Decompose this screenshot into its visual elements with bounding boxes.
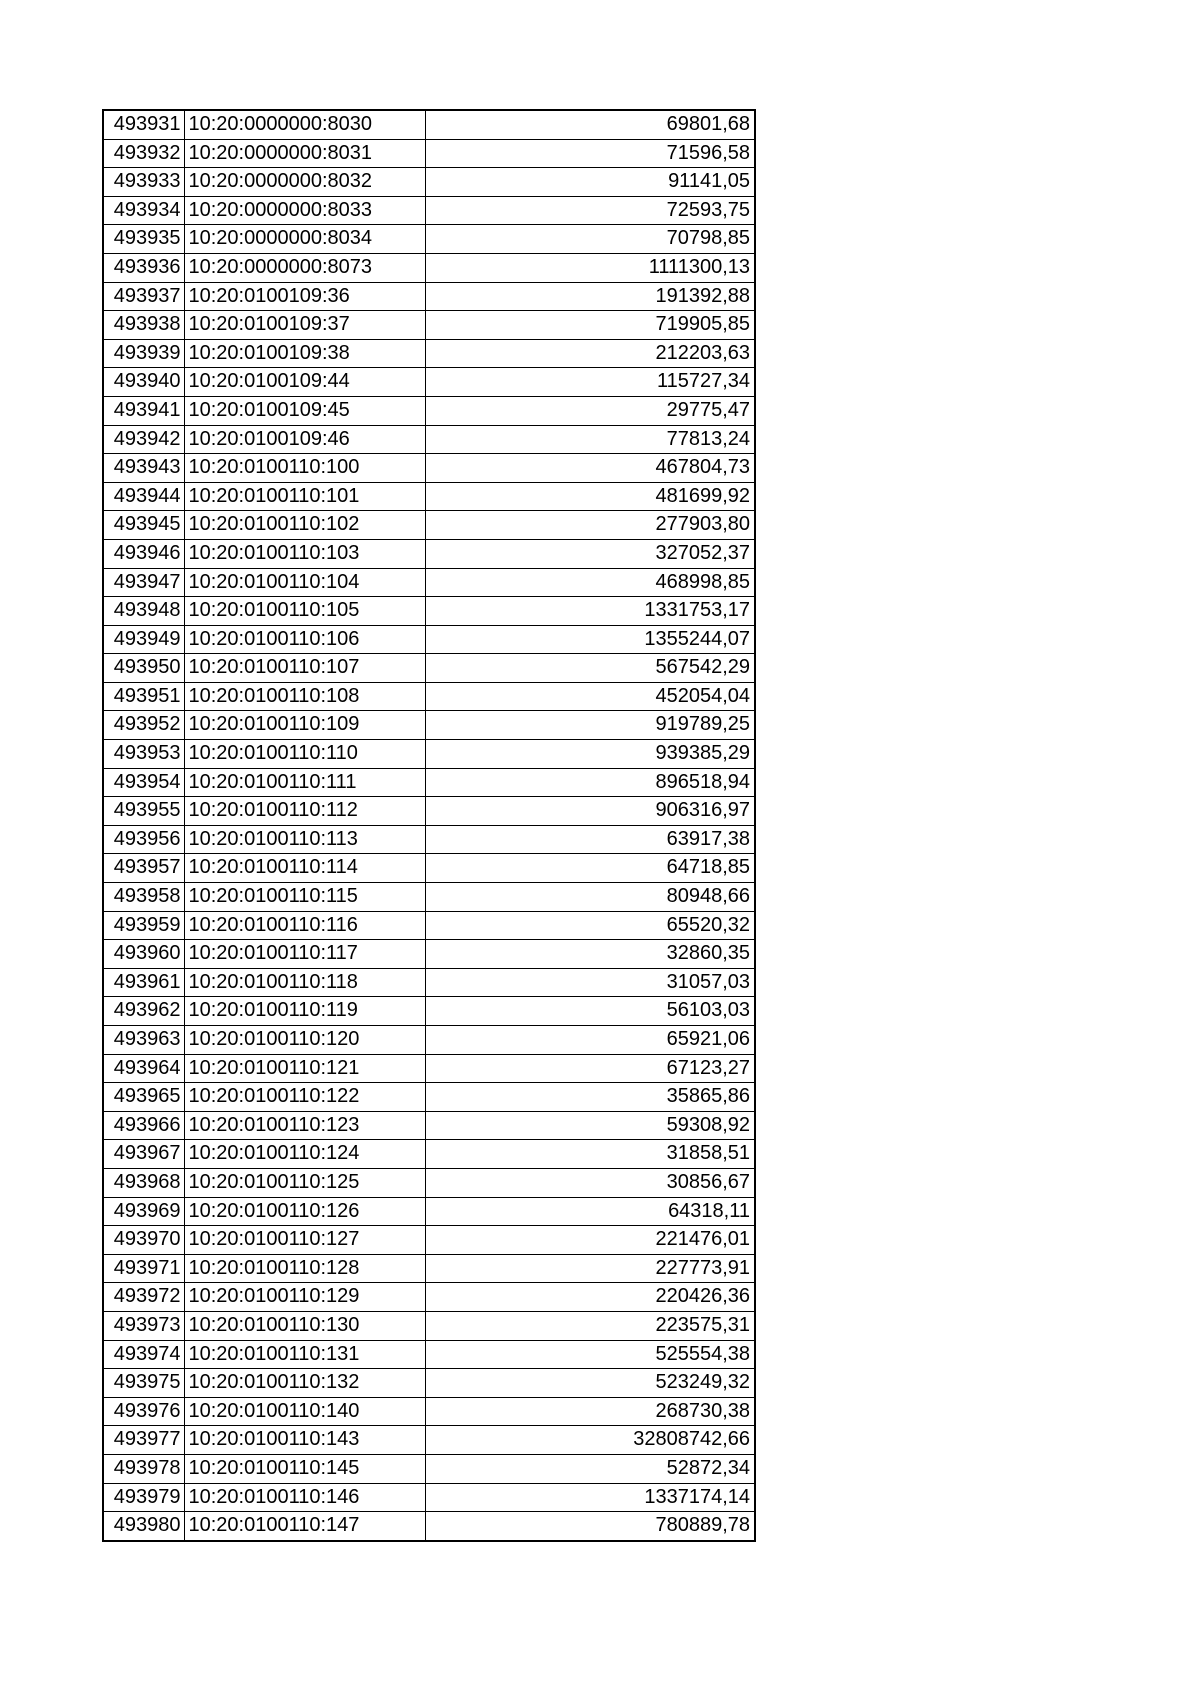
row-number-cell: 493953 — [103, 740, 184, 769]
value-cell: 939385,29 — [425, 740, 755, 769]
row-number-cell: 493944 — [103, 482, 184, 511]
cadastral-number-cell: 10:20:0100110:107 — [184, 654, 425, 683]
value-cell: 191392,88 — [425, 282, 755, 311]
table-row — [103, 940, 755, 969]
value-cell: 31057,03 — [425, 968, 755, 997]
value-cell: 35865,86 — [425, 1083, 755, 1112]
table-row — [103, 1054, 755, 1083]
row-number-cell: 493965 — [103, 1083, 184, 1112]
cadastral-number-cell: 10:20:0100110:123 — [184, 1111, 425, 1140]
table-row — [103, 1226, 755, 1255]
row-number-cell: 493970 — [103, 1226, 184, 1255]
row-number-cell: 493959 — [103, 911, 184, 940]
table-row — [103, 711, 755, 740]
value-cell: 65520,32 — [425, 911, 755, 940]
value-cell: 227773,91 — [425, 1254, 755, 1283]
row-number-cell: 493971 — [103, 1254, 184, 1283]
cadastral-number-cell: 10:20:0100110:129 — [184, 1283, 425, 1312]
value-cell: 56103,03 — [425, 997, 755, 1026]
row-number-cell: 493939 — [103, 339, 184, 368]
cadastral-number-cell: 10:20:0100110:101 — [184, 482, 425, 511]
table-row — [103, 768, 755, 797]
value-cell: 780889,78 — [425, 1512, 755, 1541]
row-number-cell: 493937 — [103, 282, 184, 311]
row-number-cell: 493969 — [103, 1197, 184, 1226]
value-cell: 1337174,14 — [425, 1483, 755, 1512]
cadastral-number-cell: 10:20:0100110:112 — [184, 797, 425, 826]
cadastral-number-cell: 10:20:0100110:113 — [184, 825, 425, 854]
row-number-cell: 493943 — [103, 454, 184, 483]
cadastral-number-cell: 10:20:0100109:45 — [184, 396, 425, 425]
cadastral-number-cell: 10:20:0000000:8030 — [184, 110, 425, 139]
cadastral-number-cell: 10:20:0100110:104 — [184, 568, 425, 597]
row-number-cell: 493942 — [103, 425, 184, 454]
cadastral-number-cell: 10:20:0100110:105 — [184, 597, 425, 626]
value-cell: 719905,85 — [425, 311, 755, 340]
data-table — [102, 109, 756, 1542]
row-number-cell: 493972 — [103, 1283, 184, 1312]
value-cell: 91141,05 — [425, 168, 755, 197]
table-body — [103, 110, 755, 1541]
cadastral-number-cell: 10:20:0100110:128 — [184, 1254, 425, 1283]
table-row — [103, 168, 755, 197]
table-row — [103, 1197, 755, 1226]
cadastral-number-cell: 10:20:0100110:116 — [184, 911, 425, 940]
table-row — [103, 1111, 755, 1140]
cadastral-number-cell: 10:20:0100110:119 — [184, 997, 425, 1026]
table-row — [103, 396, 755, 425]
table-row — [103, 368, 755, 397]
cadastral-number-cell: 10:20:0100110:106 — [184, 625, 425, 654]
cadastral-number-cell: 10:20:0100110:118 — [184, 968, 425, 997]
row-number-cell: 493961 — [103, 968, 184, 997]
cadastral-number-cell: 10:20:0000000:8031 — [184, 139, 425, 168]
cadastral-number-cell: 10:20:0100110:100 — [184, 454, 425, 483]
row-number-cell: 493948 — [103, 597, 184, 626]
cadastral-number-cell: 10:20:0000000:8032 — [184, 168, 425, 197]
cadastral-number-cell: 10:20:0100110:115 — [184, 883, 425, 912]
cadastral-number-cell: 10:20:0100110:109 — [184, 711, 425, 740]
row-number-cell: 493954 — [103, 768, 184, 797]
cadastral-number-cell: 10:20:0100109:44 — [184, 368, 425, 397]
cadastral-number-cell: 10:20:0100110:122 — [184, 1083, 425, 1112]
value-cell: 223575,31 — [425, 1311, 755, 1340]
table-row — [103, 1397, 755, 1426]
value-cell: 80948,66 — [425, 883, 755, 912]
row-number-cell: 493978 — [103, 1454, 184, 1483]
cadastral-number-cell: 10:20:0100110:102 — [184, 511, 425, 540]
row-number-cell: 493951 — [103, 682, 184, 711]
cadastral-number-cell: 10:20:0100109:36 — [184, 282, 425, 311]
table-row — [103, 911, 755, 940]
table-row — [103, 311, 755, 340]
table-row — [103, 253, 755, 282]
table-row — [103, 568, 755, 597]
row-number-cell: 493947 — [103, 568, 184, 597]
table-row — [103, 1311, 755, 1340]
row-number-cell: 493955 — [103, 797, 184, 826]
row-number-cell: 493949 — [103, 625, 184, 654]
cadastral-number-cell: 10:20:0000000:8073 — [184, 253, 425, 282]
cadastral-number-cell: 10:20:0100109:37 — [184, 311, 425, 340]
value-cell: 65921,06 — [425, 1026, 755, 1055]
table-row — [103, 997, 755, 1026]
row-number-cell: 493941 — [103, 396, 184, 425]
value-cell: 221476,01 — [425, 1226, 755, 1255]
row-number-cell: 493958 — [103, 883, 184, 912]
row-number-cell: 493980 — [103, 1512, 184, 1541]
cadastral-number-cell: 10:20:0100110:126 — [184, 1197, 425, 1226]
table-row — [103, 1283, 755, 1312]
value-cell: 1111300,13 — [425, 253, 755, 282]
cadastral-number-cell: 10:20:0100110:110 — [184, 740, 425, 769]
table-row — [103, 110, 755, 139]
value-cell: 468998,85 — [425, 568, 755, 597]
table-row — [103, 682, 755, 711]
row-number-cell: 493975 — [103, 1369, 184, 1398]
value-cell: 212203,63 — [425, 339, 755, 368]
row-number-cell: 493977 — [103, 1426, 184, 1455]
table-row — [103, 1512, 755, 1541]
table-row — [103, 1426, 755, 1455]
table-row — [103, 225, 755, 254]
table-row — [103, 797, 755, 826]
table-row — [103, 597, 755, 626]
row-number-cell: 493967 — [103, 1140, 184, 1169]
row-number-cell: 493940 — [103, 368, 184, 397]
row-number-cell: 493979 — [103, 1483, 184, 1512]
row-number-cell: 493957 — [103, 854, 184, 883]
table-row — [103, 883, 755, 912]
table-row — [103, 196, 755, 225]
row-number-cell: 493974 — [103, 1340, 184, 1369]
value-cell: 452054,04 — [425, 682, 755, 711]
table-row — [103, 425, 755, 454]
value-cell: 906316,97 — [425, 797, 755, 826]
row-number-cell: 493936 — [103, 253, 184, 282]
cadastral-number-cell: 10:20:0100110:143 — [184, 1426, 425, 1455]
row-number-cell: 493976 — [103, 1397, 184, 1426]
value-cell: 31858,51 — [425, 1140, 755, 1169]
row-number-cell: 493960 — [103, 940, 184, 969]
cadastral-number-cell: 10:20:0100110:108 — [184, 682, 425, 711]
row-number-cell: 493964 — [103, 1054, 184, 1083]
value-cell: 64718,85 — [425, 854, 755, 883]
cadastral-number-cell: 10:20:0100110:111 — [184, 768, 425, 797]
cadastral-number-cell: 10:20:0100110:145 — [184, 1454, 425, 1483]
table-row — [103, 1026, 755, 1055]
value-cell: 277903,80 — [425, 511, 755, 540]
row-number-cell: 493935 — [103, 225, 184, 254]
cadastral-number-cell: 10:20:0100109:46 — [184, 425, 425, 454]
table-row — [103, 454, 755, 483]
value-cell: 32808742,66 — [425, 1426, 755, 1455]
row-number-cell: 493933 — [103, 168, 184, 197]
row-number-cell: 493938 — [103, 311, 184, 340]
table-row — [103, 1454, 755, 1483]
value-cell: 896518,94 — [425, 768, 755, 797]
value-cell: 69801,68 — [425, 110, 755, 139]
row-number-cell: 493968 — [103, 1168, 184, 1197]
table-row — [103, 1254, 755, 1283]
table-row — [103, 654, 755, 683]
value-cell: 71596,58 — [425, 139, 755, 168]
table-row — [103, 1140, 755, 1169]
value-cell: 67123,27 — [425, 1054, 755, 1083]
cadastral-number-cell: 10:20:0100109:38 — [184, 339, 425, 368]
table-row — [103, 282, 755, 311]
value-cell: 567542,29 — [425, 654, 755, 683]
row-number-cell: 493950 — [103, 654, 184, 683]
table-row — [103, 1168, 755, 1197]
table-row — [103, 482, 755, 511]
value-cell: 481699,92 — [425, 482, 755, 511]
table-row — [103, 825, 755, 854]
table-row — [103, 625, 755, 654]
row-number-cell: 493973 — [103, 1311, 184, 1340]
cadastral-number-cell: 10:20:0100110:146 — [184, 1483, 425, 1512]
table-row — [103, 854, 755, 883]
row-number-cell: 493962 — [103, 997, 184, 1026]
cadastral-number-cell: 10:20:0100110:117 — [184, 940, 425, 969]
row-number-cell: 493934 — [103, 196, 184, 225]
table-row — [103, 539, 755, 568]
value-cell: 72593,75 — [425, 196, 755, 225]
value-cell: 52872,34 — [425, 1454, 755, 1483]
cadastral-number-cell: 10:20:0100110:103 — [184, 539, 425, 568]
document-page — [102, 109, 754, 1542]
value-cell: 1331753,17 — [425, 597, 755, 626]
cadastral-number-cell: 10:20:0100110:131 — [184, 1340, 425, 1369]
row-number-cell: 493946 — [103, 539, 184, 568]
value-cell: 268730,38 — [425, 1397, 755, 1426]
row-number-cell: 493945 — [103, 511, 184, 540]
cadastral-number-cell: 10:20:0100110:140 — [184, 1397, 425, 1426]
value-cell: 77813,24 — [425, 425, 755, 454]
table-row — [103, 968, 755, 997]
table-row — [103, 339, 755, 368]
value-cell: 919789,25 — [425, 711, 755, 740]
value-cell: 32860,35 — [425, 940, 755, 969]
row-number-cell: 493963 — [103, 1026, 184, 1055]
value-cell: 220426,36 — [425, 1283, 755, 1312]
value-cell: 523249,32 — [425, 1369, 755, 1398]
value-cell: 63917,38 — [425, 825, 755, 854]
value-cell: 525554,38 — [425, 1340, 755, 1369]
table-row — [103, 1083, 755, 1112]
cadastral-number-cell: 10:20:0000000:8034 — [184, 225, 425, 254]
value-cell: 64318,11 — [425, 1197, 755, 1226]
table-row — [103, 1340, 755, 1369]
cadastral-number-cell: 10:20:0100110:125 — [184, 1168, 425, 1197]
table-row — [103, 139, 755, 168]
cadastral-number-cell: 10:20:0100110:121 — [184, 1054, 425, 1083]
row-number-cell: 493966 — [103, 1111, 184, 1140]
cadastral-number-cell: 10:20:0100110:132 — [184, 1369, 425, 1398]
table-row — [103, 740, 755, 769]
row-number-cell: 493956 — [103, 825, 184, 854]
cadastral-number-cell: 10:20:0100110:120 — [184, 1026, 425, 1055]
row-number-cell: 493931 — [103, 110, 184, 139]
value-cell: 30856,67 — [425, 1168, 755, 1197]
table-row — [103, 1369, 755, 1398]
table-row — [103, 511, 755, 540]
cadastral-number-cell: 10:20:0100110:124 — [184, 1140, 425, 1169]
value-cell: 29775,47 — [425, 396, 755, 425]
cadastral-number-cell: 10:20:0100110:147 — [184, 1512, 425, 1541]
value-cell: 115727,34 — [425, 368, 755, 397]
row-number-cell: 493952 — [103, 711, 184, 740]
table-row — [103, 1483, 755, 1512]
value-cell: 467804,73 — [425, 454, 755, 483]
cadastral-number-cell: 10:20:0000000:8033 — [184, 196, 425, 225]
value-cell: 1355244,07 — [425, 625, 755, 654]
cadastral-number-cell: 10:20:0100110:127 — [184, 1226, 425, 1255]
value-cell: 59308,92 — [425, 1111, 755, 1140]
cadastral-number-cell: 10:20:0100110:114 — [184, 854, 425, 883]
cadastral-number-cell: 10:20:0100110:130 — [184, 1311, 425, 1340]
value-cell: 70798,85 — [425, 225, 755, 254]
row-number-cell: 493932 — [103, 139, 184, 168]
value-cell: 327052,37 — [425, 539, 755, 568]
